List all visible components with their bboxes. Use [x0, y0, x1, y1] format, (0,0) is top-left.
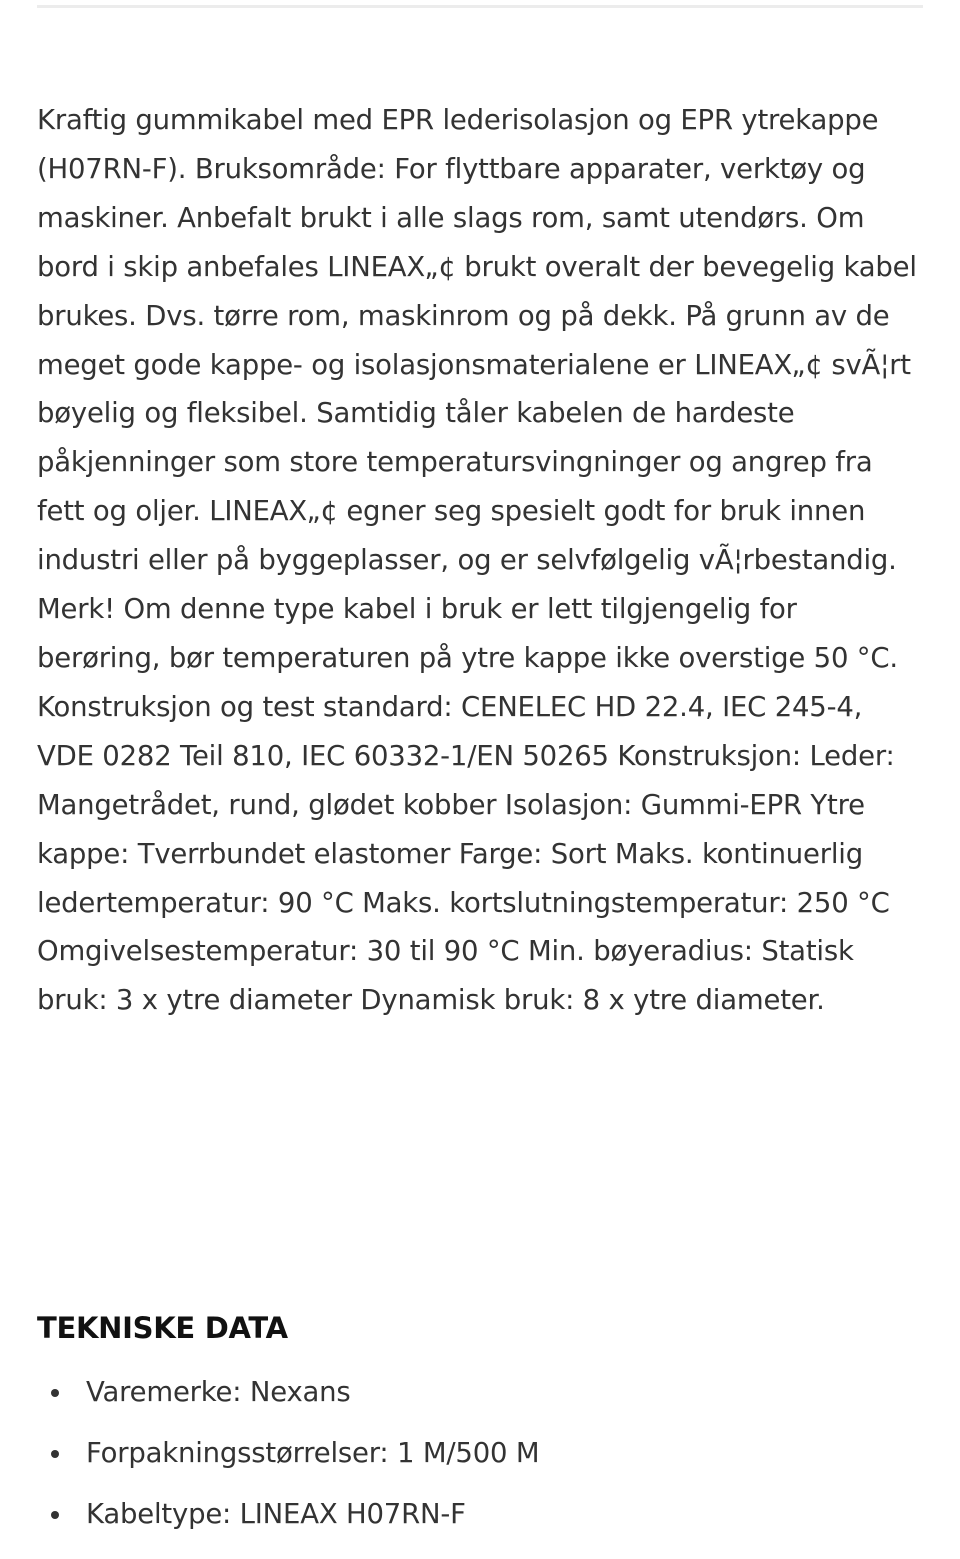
list-item-text: Varemerke: Nexans [86, 1376, 351, 1408]
bullet-icon [51, 1450, 59, 1458]
bullet-icon [51, 1389, 59, 1397]
technical-data-list [37, 1362, 923, 1545]
technical-data-heading: TEKNISKE DATA [37, 1311, 288, 1345]
list-item-cable-type [37, 1484, 923, 1545]
top-divider [37, 5, 923, 8]
list-item-text: Forpakningsstørrelser: 1 M/500 M [86, 1437, 540, 1469]
list-item-brand [37, 1362, 923, 1423]
list-item-package-sizes [37, 1423, 923, 1484]
list-item-text: Kabeltype: LINEAX H07RN-F [86, 1498, 466, 1530]
bullet-icon [51, 1511, 59, 1519]
product-description: Kraftig gummikabel med EPR lederisolasjon og EPR ytrekappe (H07RN-F). Bruksområde: For flyttbare apparater, verktøy og maskiner. Anbefalt brukt i alle slags rom, samt utendørs. Om bord i skip anbefales LINEAX„¢ brukt overalt der bevegelig kabel brukes. Dvs. tørre rom, maskinrom og på dekk. På grunn av de meget gode kappe- og isolasjonsmaterialene er LINEAX„¢ svÃ¦rt bøyelig og fleksibel. Samtidig tåler kabelen de hardeste påkjenninger som store temperatursvingninger og angrep fra fett og oljer. LINEAX„¢ egner seg spesielt godt for bruk innen industri eller på byggeplasser, og er selvfølgelig vÃ¦rbestandig. Merk! Om denne type kabel i bruk er lett tilgjengelig for berøring, bør temperaturen på ytre kappe ikke overstige 50 °C. Konstruksjon og test standard: CENELEC HD 22.4, IEC 245-4, VDE 0282 Teil 810, IEC 60332-1/EN 50265 Konstruksjon: Leder: Mangetrådet, rund, glødet kobber Isolasjon: Gummi-EPR Ytre kappe: Tverrbundet elastomer Farge: Sort Maks. kontinuerlig ledertemperatur: 90 °C Maks. kortslutningstemperatur: 250 °C Omgivelsestemperatur: 30 til 90 °C Min. bøyeradius: Statisk bruk: 3 x ytre diameter Dynamisk bruk: 8 x ytre diameter. [37, 104, 917, 1017]
